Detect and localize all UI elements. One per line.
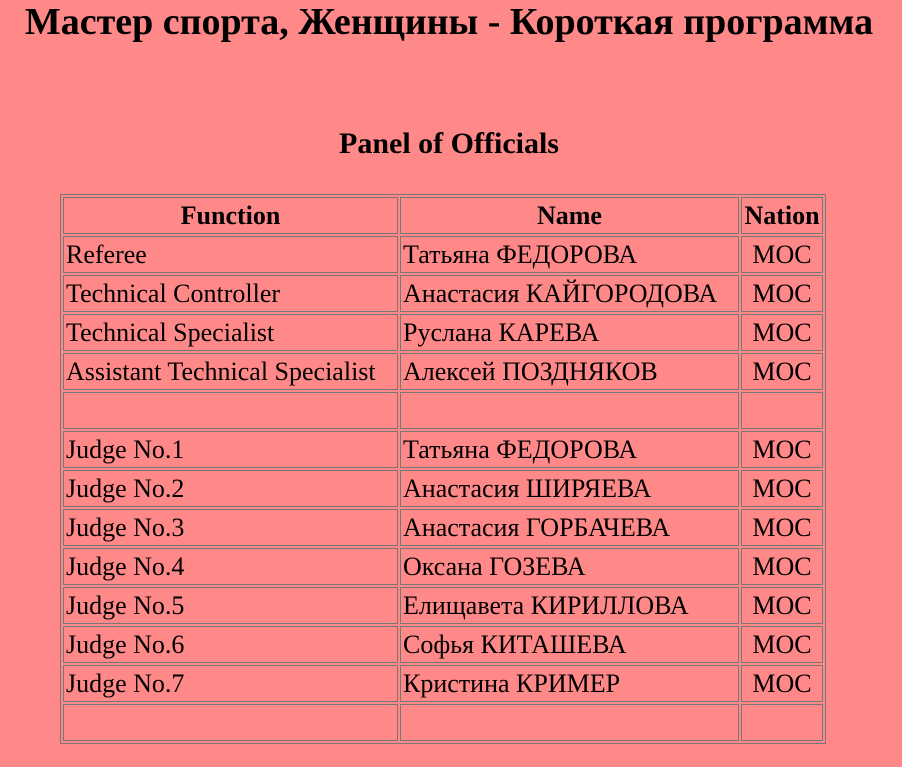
cell-name: Анастасия ГОРБАЧЕВА <box>400 509 739 546</box>
table-row <box>63 587 823 624</box>
table-row <box>63 236 823 273</box>
table-row <box>63 431 823 468</box>
cell-name <box>400 704 739 741</box>
cell-name: Анастасия КАЙГОРОДОВА <box>400 275 739 312</box>
page-subtitle: Panel of Officials <box>339 127 559 160</box>
table-row <box>63 275 823 312</box>
cell-name: Оксана ГОЗЕВА <box>400 548 739 585</box>
cell-function: Referee <box>63 236 398 273</box>
cell-nation: MOC <box>741 587 823 624</box>
cell-nation: MOC <box>741 275 823 312</box>
cell-nation: MOC <box>741 548 823 585</box>
cell-name: Алексей ПОЗДНЯКОВ <box>400 353 739 390</box>
cell-name: Софья КИТАШЕВА <box>400 626 739 663</box>
cell-name: Елищавета КИРИЛЛОВА <box>400 587 739 624</box>
header-name: Name <box>400 197 739 234</box>
table-header-row <box>63 197 823 234</box>
cell-function: Judge No.2 <box>63 470 398 507</box>
cell-nation: MOC <box>741 314 823 351</box>
table-row <box>63 392 823 429</box>
table-row <box>63 704 823 741</box>
cell-name: Руслана КАРЕВА <box>400 314 739 351</box>
cell-function: Technical Controller <box>63 275 398 312</box>
cell-name: Татьяна ФЕДОРОВА <box>400 431 739 468</box>
table-row <box>63 548 823 585</box>
cell-function: Judge No.7 <box>63 665 398 702</box>
cell-name <box>400 392 739 429</box>
cell-nation: MOC <box>741 509 823 546</box>
cell-nation: MOC <box>741 470 823 507</box>
officials-table-body <box>63 236 823 741</box>
cell-nation: MOC <box>741 626 823 663</box>
cell-function: Technical Specialist <box>63 314 398 351</box>
cell-name: Кристина КРИМЕР <box>400 665 739 702</box>
cell-name: Анастасия ШИРЯЕВА <box>400 470 739 507</box>
cell-function: Judge No.1 <box>63 431 398 468</box>
cell-nation <box>741 392 823 429</box>
cell-nation: MOC <box>741 353 823 390</box>
cell-nation: MOC <box>741 431 823 468</box>
header-function: Function <box>63 197 398 234</box>
cell-function <box>63 392 398 429</box>
cell-function: Judge No.4 <box>63 548 398 585</box>
cell-function <box>63 704 398 741</box>
table-row <box>63 470 823 507</box>
cell-function: Judge No.6 <box>63 626 398 663</box>
cell-name: Татьяна ФЕДОРОВА <box>400 236 739 273</box>
table-row <box>63 665 823 702</box>
table-row <box>63 509 823 546</box>
cell-nation: MOC <box>741 665 823 702</box>
cell-nation: MOC <box>741 236 823 273</box>
table-row <box>63 314 823 351</box>
page-title: Мастер спорта, Женщины - Короткая программа <box>24 1 874 43</box>
cell-function: Judge No.5 <box>63 587 398 624</box>
cell-function: Judge No.3 <box>63 509 398 546</box>
cell-function: Assistant Technical Specialist <box>63 353 398 390</box>
officials-table <box>60 194 826 744</box>
table-row <box>63 353 823 390</box>
header-nation: Nation <box>741 197 823 234</box>
cell-nation <box>741 704 823 741</box>
table-row <box>63 626 823 663</box>
